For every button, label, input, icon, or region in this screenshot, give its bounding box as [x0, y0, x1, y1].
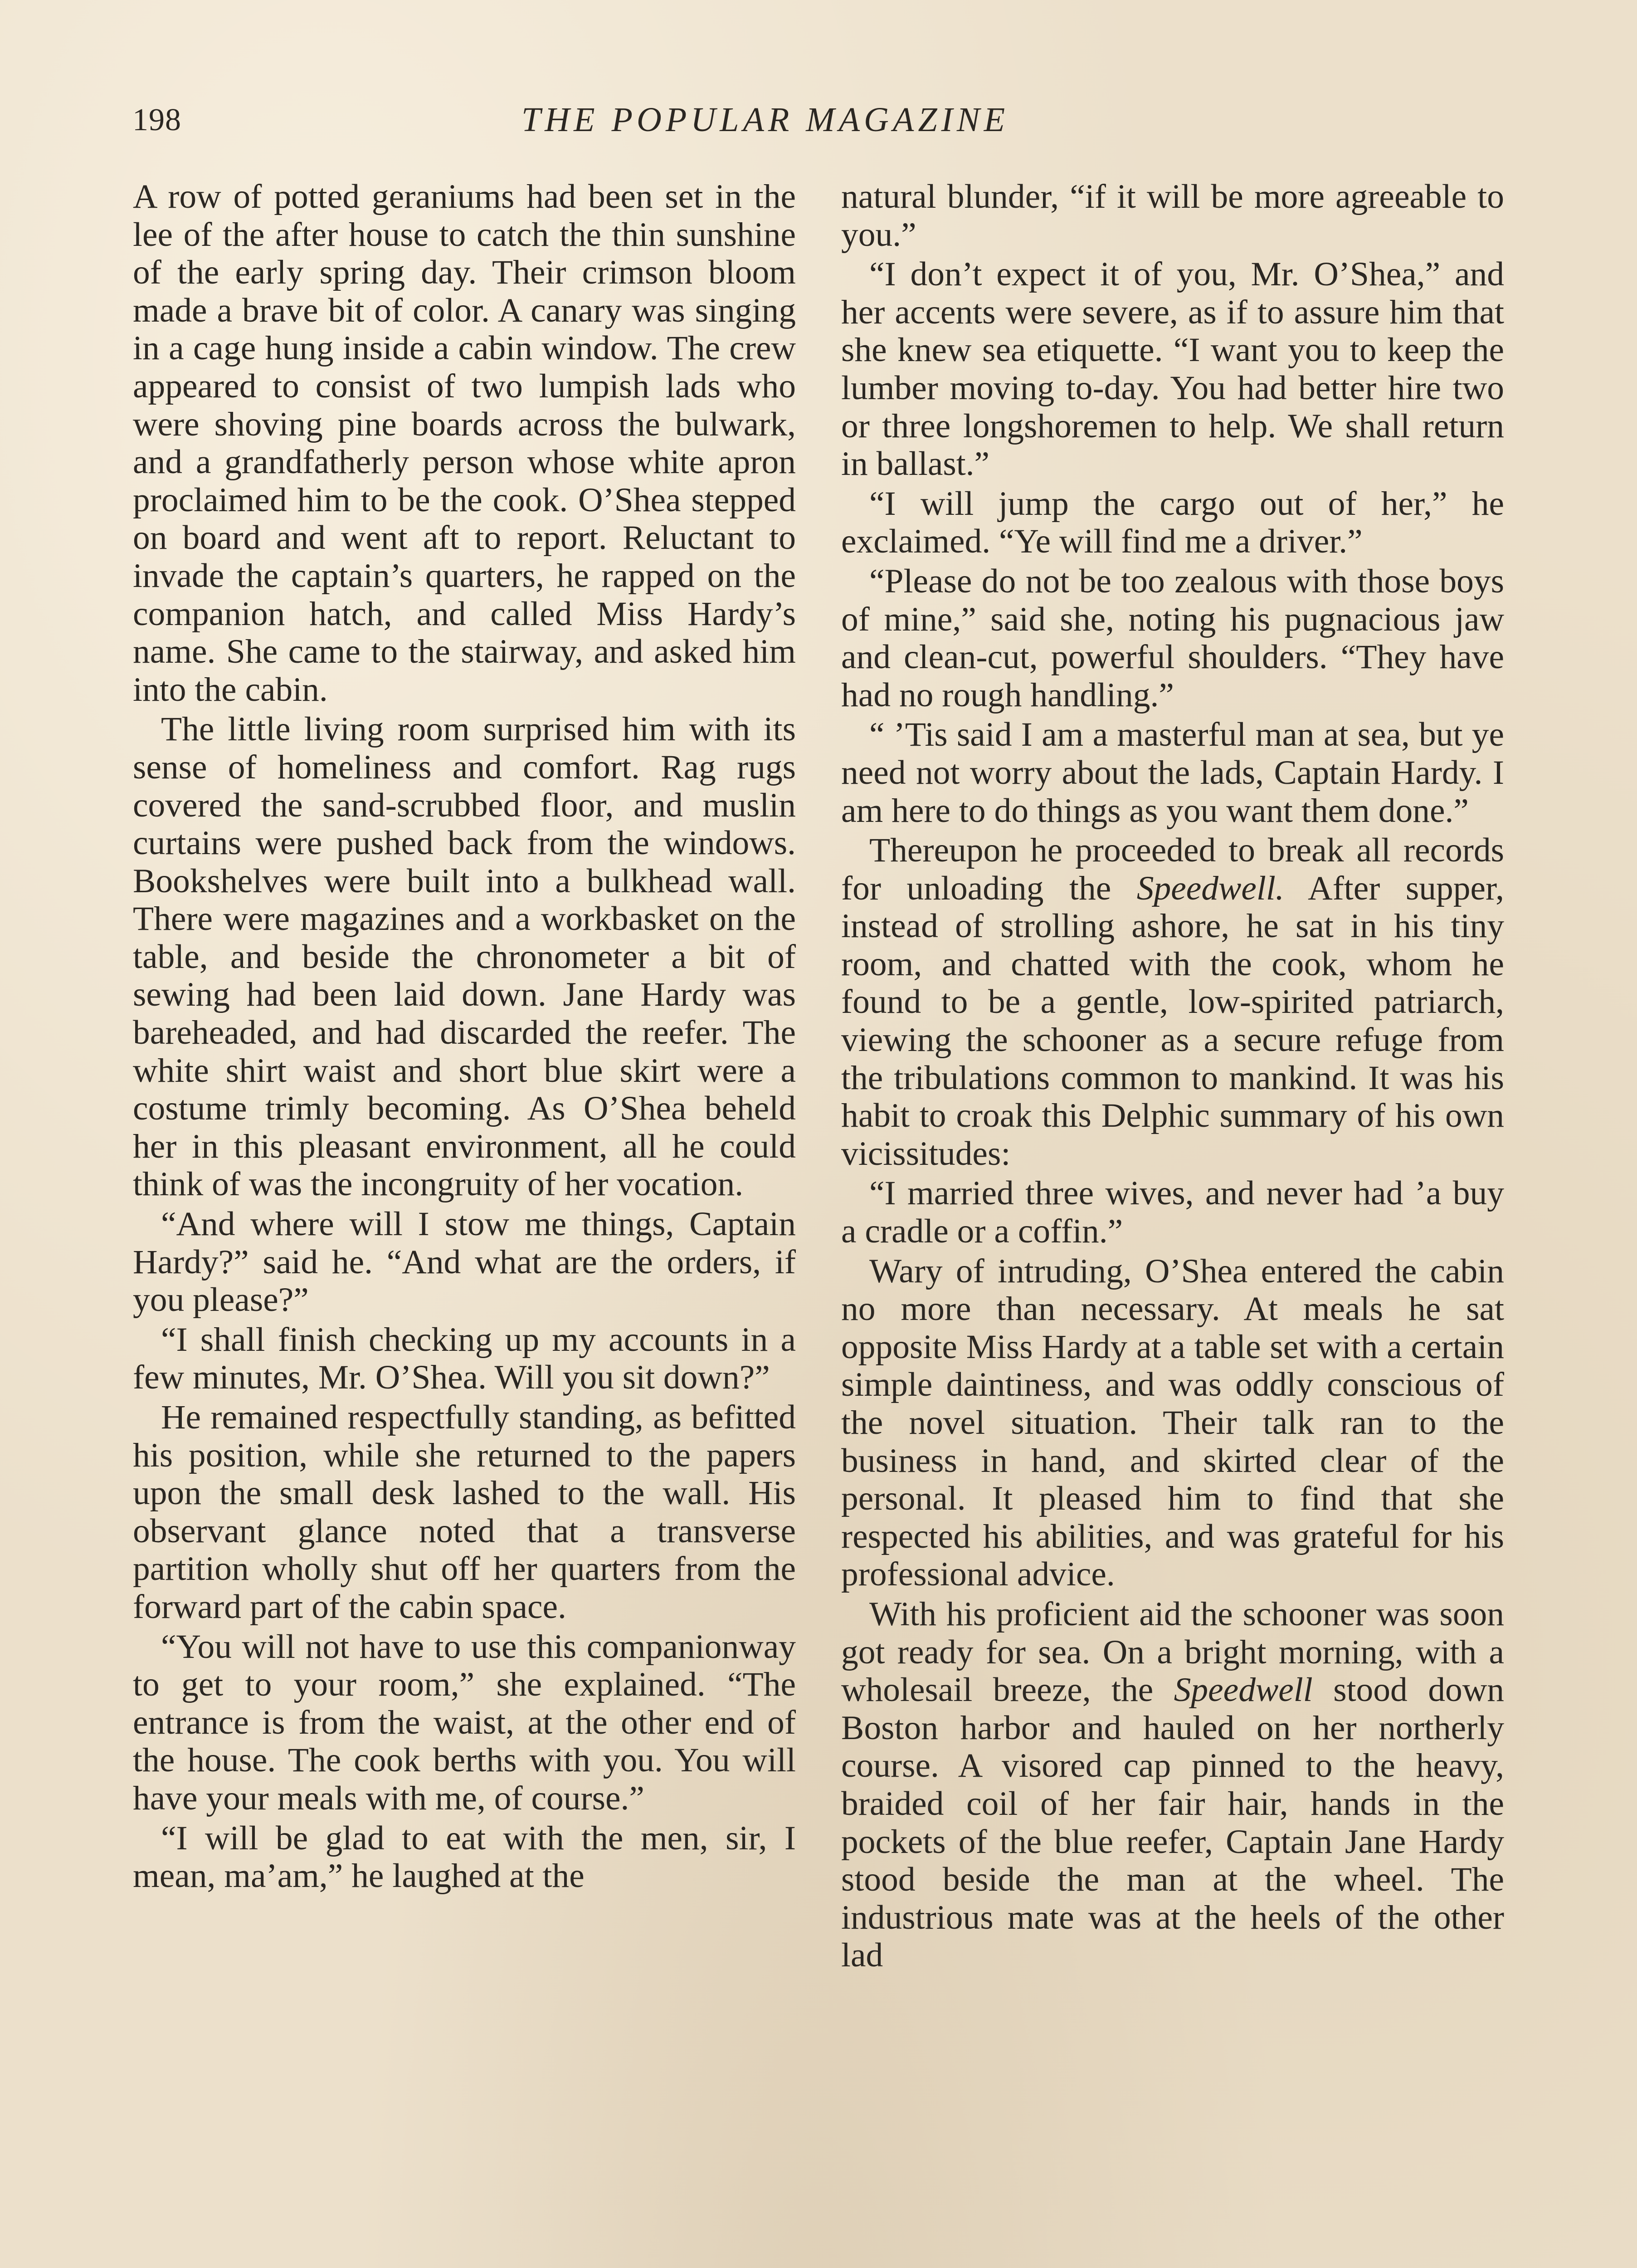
paragraph: “And where will I stow me things, Captain Hardy?” said he. “And what are the orders, if you please?”	[133, 1205, 796, 1319]
paragraph: A row of potted geraniums had been set in the lee of the after house to catch the thin sunshine of the early spring day. Their crimson bloom made a brave bit of color. A canary was singing in a cage hung inside a cabin window. The crew appeared to consist of two lumpish lads who were shoving pine boards across the bulwark, and a grandfatherly person whose white apron proclaimed him to be the cook. O’Shea stepped on board and went aft to report. Reluctant to invade the captain’s quarters, he rapped on the companion hatch, and called Miss Hardy’s name. She came to the stairway, and asked him into the cabin.	[133, 178, 796, 709]
paragraph: “ ’Tis said I am a masterful man at sea, but ye need not worry about the lads, Captain Hardy. I am here to do things as you want them done.”	[841, 716, 1504, 830]
paragraph: natural blunder, “if it will be more agreeable to you.”	[841, 178, 1504, 254]
paragraph: With his proficient aid the schooner was soon got ready for sea. On a bright morning, with a wholesail breeze, the Speedwell stood down Boston harbor and hauled on her northerly course. A visored cap pinned to the heavy, braided coil of her fair hair, hands in the pockets of the blue reefer, Captain Jane Hardy stood beside the man at the wheel. The industrious mate was at the heels of the other lad	[841, 1595, 1504, 1975]
running-head: THE POPULAR MAGAZINE	[521, 101, 1009, 139]
paragraph: He remained respectfully standing, as befitted his position, while she returned to the papers upon the small desk lashed to the wall. His observant glance noted that a transverse partition wholly shut off her quarters from the forward part of the cabin space.	[133, 1398, 796, 1626]
paragraph: “You will not have to use this companionway to get to your room,” she explained. “The entrance is from the waist, at the other end of the house. The cook berths with you. You will have your meals with me, of course.”	[133, 1628, 796, 1817]
paragraph: “I don’t expect it of you, Mr. O’Shea,” and her accents were severe, as if to assure him that she knew sea etiquette. “I want you to keep the lumber moving to-day. You had better hire two or three longshoremen to help. We shall return in ballast.”	[841, 255, 1504, 483]
paragraph: The little living room surprised him with its sense of homeliness and comfort. Rag rugs covered the sand-scrubbed floor, and muslin curtains were pushed back from the windows. Bookshelves were built into a bulkhead wall. There were magazines and a workbasket on the table, and beside the chronometer a bit of sewing had been laid down. Jane Hardy was bareheaded, and had discarded the reefer. The white shirt waist and short blue skirt were a costume trimly becoming. As O’Shea beheld her in this pleasant environment, all he could think of was the incongruity of her vocation.	[133, 710, 796, 1203]
page-number: 198	[132, 103, 181, 137]
left-column	[133, 178, 796, 1895]
right-column	[841, 178, 1504, 1975]
paragraph: “Please do not be too zealous with those boys of mine,” said she, noting his pugnacious jaw and clean-cut, powerful shoulders. “They have had no rough handling.”	[841, 562, 1504, 714]
paragraph: “I married three wives, and never had ’a buy a cradle or a coffin.”	[841, 1174, 1504, 1251]
paragraph: Thereupon he proceeded to break all records for unloading the Speedwell. After supper, instead of strolling ashore, he sat in his tiny room, and chatted with the cook, whom he found to be a gentle, low-spirited patriarch, viewing the schooner as a secure refuge from the tribulations common to mankind. It was his habit to croak this Delphic summary of his own vicissitudes:	[841, 831, 1505, 1173]
paragraph: “I will jump the cargo out of her,” he exclaimed. “Ye will find me a driver.”	[841, 484, 1504, 561]
paragraph: Wary of intruding, O’Shea entered the cabin no more than necessary. At meals he sat opposite Miss Hardy at a table set with a certain simple daintiness, and was oddly conscious of the novel situation. Their talk ran to the business in hand, and skirted clear of the personal. It pleased him to find that she respected his abilities, and was grateful for his professional advice.	[841, 1252, 1504, 1593]
paragraph: “I will be glad to eat with the men, sir, I mean, ma’am,” he laughed at the	[133, 1819, 796, 1895]
paragraph: “I shall finish checking up my accounts in a few minutes, Mr. O’Shea. Will you sit down?”	[133, 1320, 796, 1397]
